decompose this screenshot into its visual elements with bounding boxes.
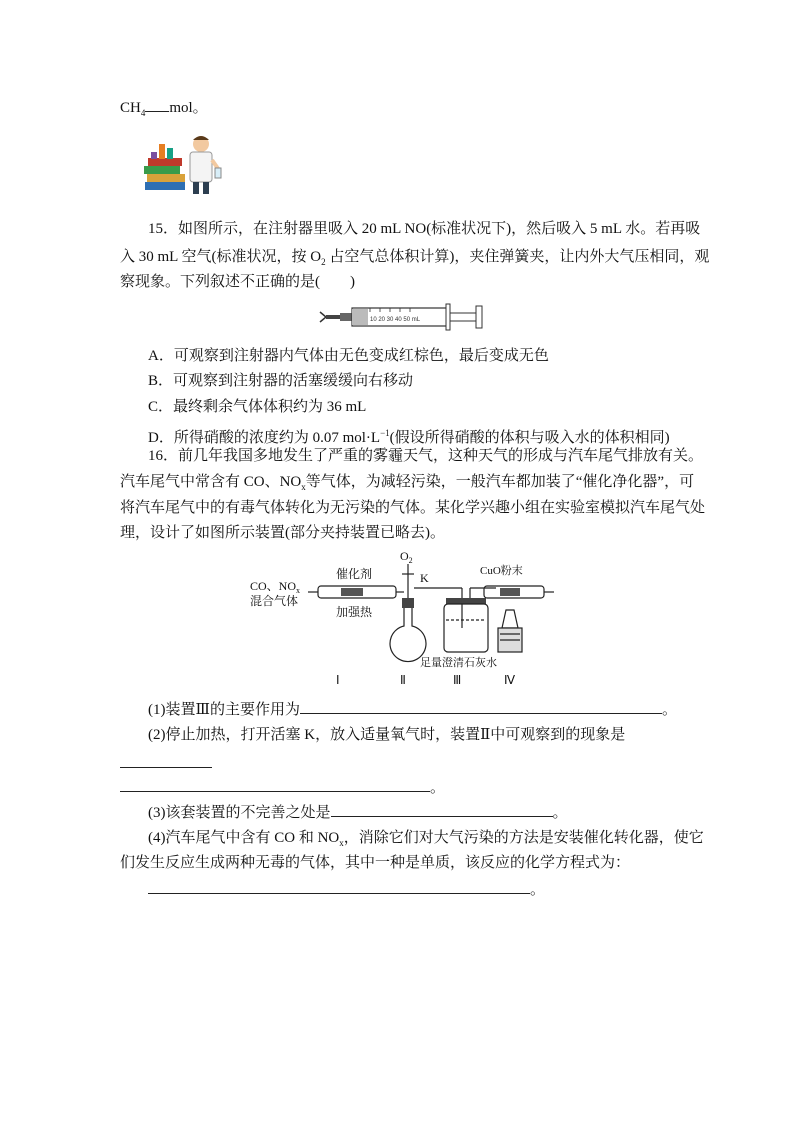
nox-subscript-2: x [339,838,344,848]
sub-question-3 [148,802,568,823]
answer-blank-2a-line [120,753,212,774]
catalyst-label: 催化剂 [336,567,373,581]
answer-blank-4[interactable] [148,879,530,894]
o2-label-sub: 2 [408,556,413,565]
apparatus-diagram [248,548,558,688]
q15-option-a: A．可观察到注射器内气体由无色变成红棕色，最后变成无色 [148,348,549,364]
ch4-blank [145,97,169,112]
q15-option-b: B．可观察到注射器的活塞缓缓向右移动 [148,373,414,389]
q15-line-3: 察现象。下列叙述不正确的是( ) [120,274,355,290]
q15-line-1: 15．如图所示，在注射器里吸入 20 mL NO(标准状况下)，然后吸入 5 mL 水。若再吸 [148,221,701,237]
inlet-label-1: CO、NO [250,579,297,593]
answer-blank-2b-line [120,777,445,798]
sub-question-1 [148,699,677,720]
inlet-label-2: 混合气体 [250,594,299,608]
sub-question-4-b: ，消除它们对大气污染的方法是安装催化转化器，使它 [343,830,704,846]
q16-line-1: 16．前几年我国多地发生了严重的雾霾天气，这种天气的形成与汽车尾气排放有关。 [148,448,704,464]
ch4-prefix: CH [120,100,141,116]
heat-label: 加强热 [336,605,373,619]
sub-question-1-end: 。 [661,702,677,718]
answer-blank-2a[interactable] [120,753,212,768]
ch4-subscript: 4 [140,108,146,118]
q16-line-4: 理，设计了如图所示装置(部分夹持装置已略去)。 [120,525,445,541]
q16-line-2-b: 等气体，为减轻污染，一般汽车都加装了“催化净化器”，可 [305,474,695,490]
sub-question-3-end: 。 [552,805,568,821]
answer-blank-2b[interactable] [120,777,430,792]
unit-label-1: Ⅰ [336,673,340,687]
unit-label-4: Ⅳ [504,673,516,687]
q15-line-2-b: 占空气总体积计算)，夹住弹簧夹，让内外大气压相同，观 [325,249,710,265]
q15-option-c: C．最终剩余气体体积约为 36 mL [148,399,367,415]
sub-question-4 [148,828,704,853]
sub-question-4-end: 。 [530,882,546,898]
q15-option-d-b: (假设所得硝酸的体积与吸入水的体积相同) [389,430,670,446]
sub-question-2: (2)停止加热，打开活塞 K，放入适量氧气时，装置Ⅱ中可观察到的现象是 [148,727,626,743]
mol-suffix: mol。 [169,100,208,116]
sub-question-1-text: (1)装置Ⅲ的主要作用为 [148,702,300,718]
syringe-scale: 10 20 30 40 50 mL [370,317,421,323]
unit-superscript: −1 [380,428,390,438]
q16-line-2-a: 汽车尾气中常含有 CO、NO [120,474,302,490]
sub-question-4-line-2: 们发生反应生成两种无毒的气体，其中一种是单质，该反应的化学方程式为： [120,855,631,871]
q16-line-3: 将汽车尾气中的有毒气体转化为无污染的气体。某化学兴趣小组在实验室模拟汽车尾气处 [120,500,706,516]
answer-blank-4-line [148,879,545,900]
ch4-line [120,97,208,123]
inlet-label-1-sub: x [296,586,301,595]
q15-option-d [148,423,670,448]
unit-label-3: Ⅲ [453,673,462,687]
valve-k-label: K [420,571,429,585]
sub-question-2-end: 。 [430,780,446,796]
svg-text:CO、NOx [250,579,300,595]
answer-blank-1[interactable] [300,699,662,714]
sub-question-3-text: (3)该套装置的不完善之处是 [148,805,331,821]
o2-subscript: 2 [321,257,326,267]
unit-label-2: Ⅱ [400,673,406,687]
q15-line-2-a: 入 30 mL 空气(标准状况，按 O [120,249,322,265]
svg-text:O2 [400,549,413,565]
sub-question-4-a: (4)汽车尾气中含有 CO 和 NO [148,830,340,846]
nox-subscript: x [301,482,306,492]
q16-line-2 [120,472,694,497]
answer-blank-3[interactable] [331,802,553,817]
cuo-label: CuO粉末 [480,565,523,577]
syringe-figure [318,300,486,334]
o2-label: O [400,549,409,563]
q15-line-2 [120,247,709,272]
scientist-clipart [143,130,223,196]
limewater-label: 足量澄清石灰水 [420,657,497,669]
q15-option-d-a: D．所得硝酸的浓度约为 0.07 mol·L [148,430,381,446]
